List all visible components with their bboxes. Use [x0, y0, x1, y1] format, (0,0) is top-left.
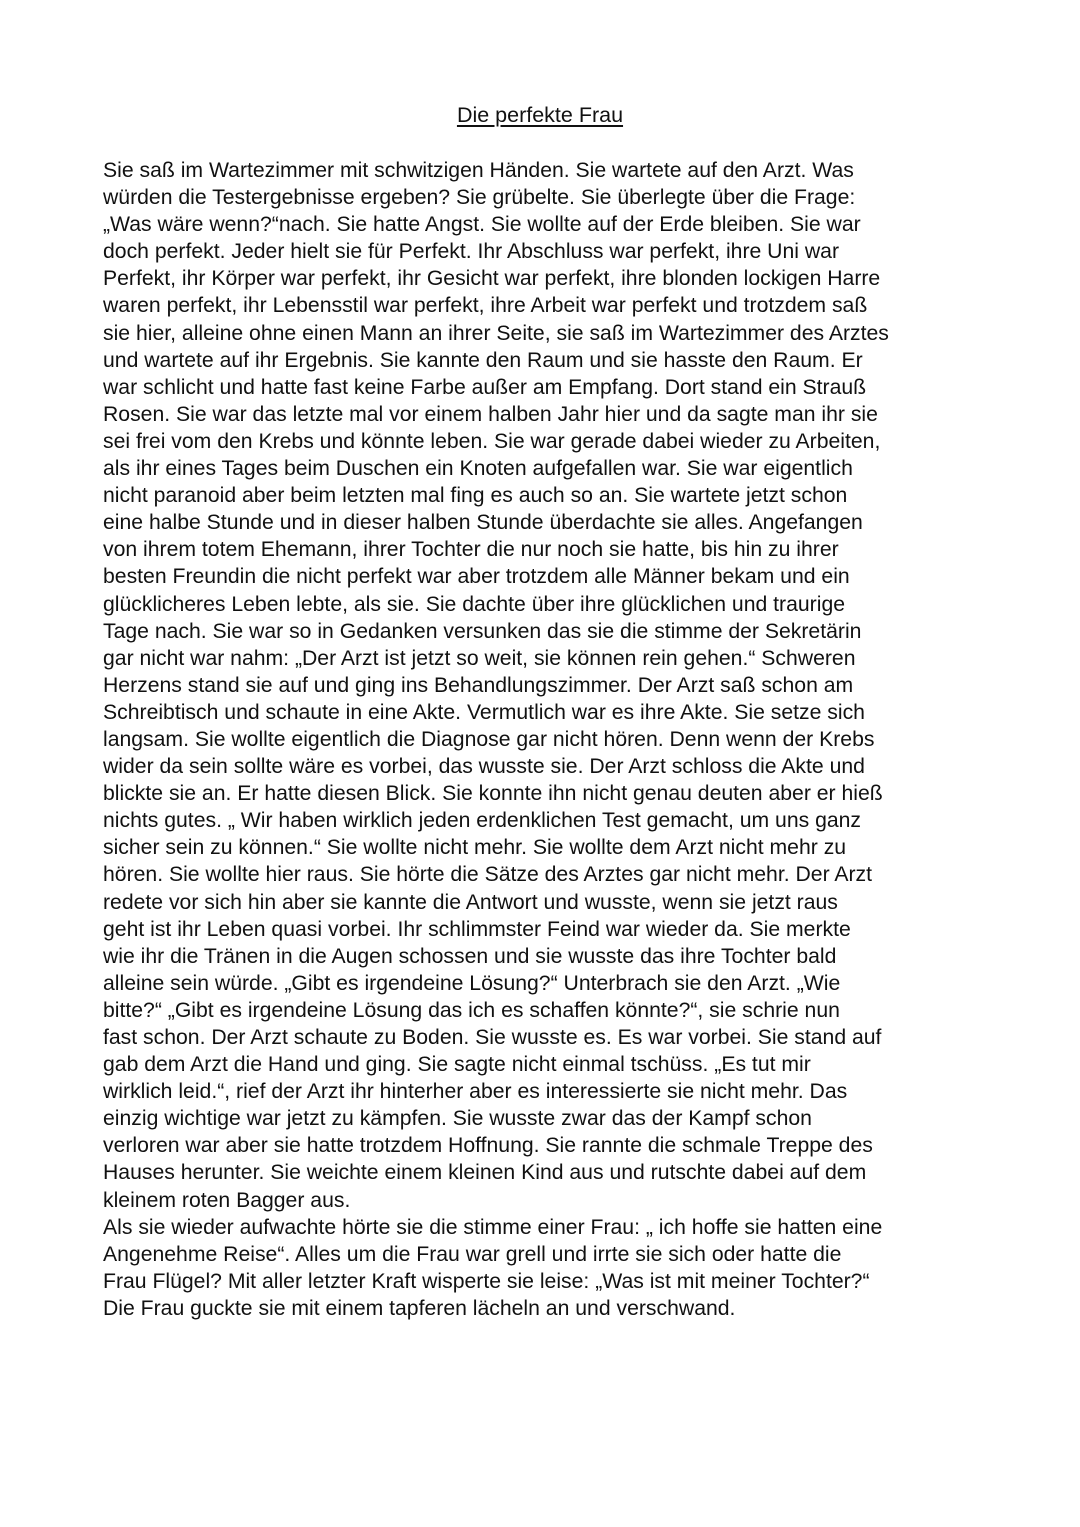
text-line: nichts gutes. „ Wir haben wirklich jeden erdenklichen Test gemacht, um uns ganz — [103, 809, 862, 833]
document-title-text: Die perfekte Frau — [456, 103, 624, 127]
text-line: glücklicheres Leben lebte, als sie. Sie dachte über ihre glücklichen und traurige — [103, 592, 846, 616]
text-line: redete vor sich hin aber sie kannte die Antwort und wusste, wenn sie jetzt raus — [103, 890, 838, 914]
text-line: besten Freundin die nicht perfekt war aber trotzdem alle Männer bekam und ein — [103, 565, 850, 589]
text-line: gar nicht war nahm: „Der Arzt ist jetzt so weit, sie können rein gehen.“ Schweren — [103, 646, 856, 670]
text-line: waren perfekt, ihr Lebensstil war perfekt, ihre Arbeit war perfekt und trotzdem saß — [103, 294, 868, 318]
text-line: blickte sie an. Er hatte diesen Blick. Sie konnte ihn nicht genau deuten aber er hieß — [103, 782, 883, 806]
text-line: würden die Testergebnisse ergeben? Sie grübelte. Sie überlegte über die Frage: — [103, 186, 856, 210]
text-line: bitte?“ „Gibt es irgendeine Lösung das ich es schaffen könnte?“, sie schrie nun — [103, 998, 840, 1022]
text-line: sei frei vom den Krebs und könnte leben. Sie war gerade dabei wieder zu Arbeiten, — [103, 429, 881, 453]
text-line: nicht paranoid aber beim letzten mal fing es auch so an. Sie wartete jetzt schon — [103, 484, 848, 508]
document-title — [0, 100, 1080, 130]
text-line: verloren war aber sie hatte trotzdem Hoffnung. Sie rannte die schmale Treppe des — [103, 1134, 873, 1158]
text-line: einzig wichtige war jetzt zu kämpfen. Sie wusste zwar das der Kampf schon — [103, 1107, 812, 1131]
text-line: war schlicht und hatte fast keine Farbe außer am Empfang. Dort stand ein Strauß — [103, 375, 867, 399]
text-line: Als sie wieder aufwachte hörte sie die stimme einer Frau: „ ich hoffe sie hatten eine — [103, 1215, 883, 1239]
text-line: langsam. Sie wollte eigentlich die Diagnose gar nicht hören. Denn wenn der Krebs — [103, 727, 875, 751]
text-line: eine halbe Stunde und in dieser halben Stunde überdachte sie alles. Angefangen — [103, 511, 863, 535]
text-line: Tage nach. Sie war so in Gedanken versunken das sie die stimme der Sekretärin — [103, 619, 862, 643]
text-line: als ihr eines Tages beim Duschen ein Knoten aufgefallen war. Sie war eigentlich — [103, 457, 853, 481]
text-line: und wartete auf ihr Ergebnis. Sie kannte den Raum und sie hasste den Raum. Er — [103, 348, 863, 372]
text-line: Herzens stand sie auf und ging ins Behandlungszimmer. Der Arzt saß schon am — [103, 673, 854, 697]
text-line: gab dem Arzt die Hand und ging. Sie sagte nicht einmal tschüss. „Es tut mir — [103, 1053, 811, 1077]
text-line: wie ihr die Tränen in die Augen schossen und sie wusste das ihre Tochter bald — [103, 944, 837, 968]
text-line: Perfekt, ihr Körper war perfekt, ihr Gesicht war perfekt, ihre blonden lockigen Harre — [103, 267, 881, 291]
text-line: wider da sein sollte wäre es vorbei, das wusste sie. Der Arzt schloss die Akte und — [103, 755, 865, 779]
text-line: geht ist ihr Leben quasi vorbei. Ihr schlimmster Feind war wieder da. Sie merkte — [103, 917, 851, 941]
text-line: Die Frau guckte sie mit einem tapferen lächeln an und verschwand. — [103, 1296, 736, 1320]
text-line: hören. Sie wollte hier raus. Sie hörte die Sätze des Arztes gar nicht mehr. Der Arzt — [103, 863, 873, 887]
text-line: Frau Flügel? Mit aller letzter Kraft wisperte sie leise: „Was ist mit meiner Tochter?“ — [103, 1269, 870, 1293]
text-line: „Was wäre wenn?“nach. Sie hatte Angst. Sie wollte auf der Erde bleiben. Sie war — [103, 213, 861, 237]
text-line: Schreibtisch und schaute in eine Akte. Vermutlich war es ihre Akte. Sie setze sich — [103, 700, 865, 724]
text-line: kleinem roten Bagger aus. — [103, 1188, 351, 1212]
text-line: sie hier, alleine ohne einen Mann an ihrer Seite, sie saß im Wartezimmer des Arztes — [103, 321, 889, 345]
text-line: fast schon. Der Arzt schaute zu Boden. Sie wusste es. Es war vorbei. Sie stand auf — [103, 1026, 882, 1049]
text-line: Angenehme Reise“. Alles um die Frau war grell und irrte sie sich oder hatte die — [103, 1242, 842, 1266]
text-line: doch perfekt. Jeder hielt sie für Perfekt. Ihr Abschluss war perfekt, ihre Uni war — [103, 240, 839, 264]
story-body — [103, 157, 1003, 1322]
text-line: Sie saß im Wartezimmer mit schwitzigen Händen. Sie wartete auf den Arzt. Was — [103, 159, 854, 182]
text-line: von ihrem totem Ehemann, ihrer Tochter die nur noch sie hatte, bis hin zu ihrer — [103, 538, 839, 562]
text-line: Rosen. Sie war das letzte mal vor einem halben Jahr hier und da sagte man ihr sie — [103, 402, 878, 426]
text-line: alleine sein würde. „Gibt es irgendeine Lösung?“ Unterbrach sie den Arzt. „Wie — [103, 971, 841, 995]
text-line: sicher sein zu können.“ Sie wollte nicht mehr. Sie wollte dem Arzt nicht mehr zu — [103, 836, 847, 860]
text-line: wirklich leid.“, rief der Arzt ihr hinterher aber es interessierte sie nicht mehr. Das — [103, 1080, 848, 1104]
text-line: Hauses herunter. Sie weichte einem kleinen Kind aus und rutschte dabei auf dem — [103, 1161, 867, 1185]
